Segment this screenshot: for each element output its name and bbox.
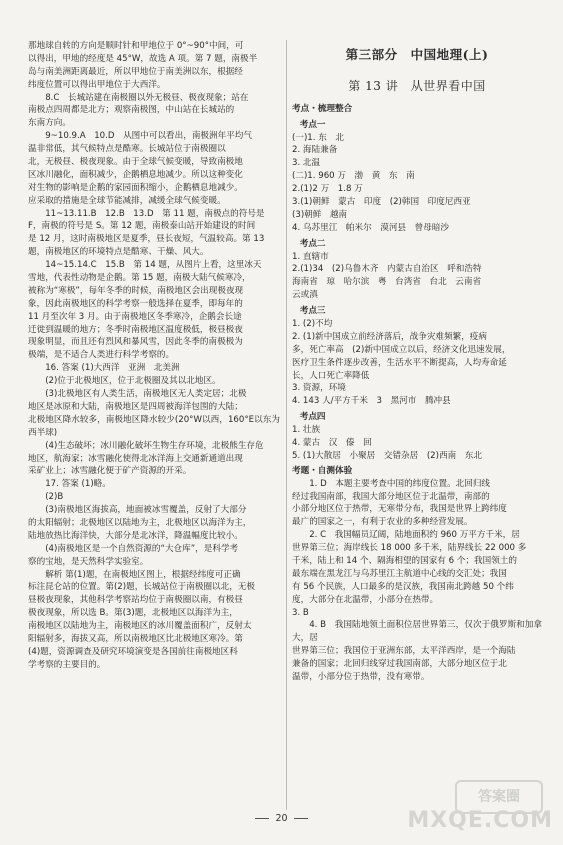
page-number: 20 <box>0 812 563 826</box>
right-text-line: 3. 资源，环境 <box>292 383 346 394</box>
right-text-line: 海南省 琼 哈尔滨 粤 台湾省 台北 云南省 <box>292 277 482 288</box>
right-text-line: 2. 海陆兼备 <box>292 145 338 156</box>
left-text-line: 察的宝地，是天然科学实验室。 <box>28 556 149 567</box>
left-text-line: 解析 第(1)题，在南极地区图上，根据经纬度可正确 <box>45 569 241 580</box>
left-text-line: F，南极的符号是 S。第 12 题，南极泰山站开始建设的时间 <box>28 221 256 232</box>
right-text-line: 考点二 <box>299 238 326 249</box>
watermark-logo: MXQE.COM <box>407 808 553 833</box>
left-text-line: 雪地，代表性动物是企鹅。第 15 题，南极大陆气候寒冷， <box>28 273 251 284</box>
left-text-line: 11~13.11.B 12.B 13.D 第 11 题，南极点的符号是 <box>45 208 265 219</box>
left-text-line: 采矿业上；冰雪融化便于矿产资源的开采。 <box>28 466 192 477</box>
left-text-line: 迁徙到温暖的地方；冬季时南极地区温度极低，极昼极夜 <box>28 324 243 335</box>
right-column-body <box>292 103 542 684</box>
left-column <box>28 40 280 672</box>
left-text-line: (4)生态破坏；冰川融化破坏生物生存环境，北极熊生存危 <box>45 440 264 451</box>
right-text-line: 4. 乌苏里江 帕米尔 漠河县 曾母暗沙 <box>292 222 450 233</box>
left-text-line: 北极地区降水较多，南极地区降水较少(20°W以西，160°E以东为西半球) <box>28 414 280 438</box>
right-text-line: 4. 蒙古 汉 傣 回 <box>292 438 372 449</box>
right-text-line: 2. (1)新中国成立前经济落后，战争灾难频繁，疫病 <box>292 331 487 342</box>
right-text-line: 4. 143 人/平方千米 3 黑河市 腾冲县 <box>292 396 451 407</box>
right-text-line: 3. B <box>292 607 309 618</box>
right-text-line: 1. D 本题主要考查中国的纬度位置。北回归线 <box>309 478 491 489</box>
right-text-line: 世界第三位；海岸线长 18 000 多千米，陆界线长 22 000 多 <box>292 543 527 554</box>
left-text-line: 17. 答案 (1)略。 <box>45 479 111 490</box>
right-column <box>292 40 542 684</box>
right-text-line: 考题・自测体验 <box>292 465 353 476</box>
column-divider <box>286 40 287 810</box>
right-text-line: 5. (1)大散居 小聚居 交错杂居 (2)西南 东北 <box>292 450 482 461</box>
right-text-line: 千米，陆上和 14 个、隔海相望的国家有 6 个；我国领土的 <box>292 556 517 567</box>
right-text-line: 世界第三位；我国位于亚洲东部，太平洋西岸，是一个海陆 <box>292 646 516 657</box>
left-text-line: 岛与南美洲距离最近，所以甲地位于南美洲以东，根据经 <box>28 66 243 77</box>
right-text-line: 2.(1)2 万 1.8 万 <box>292 184 363 195</box>
watermark-stamp: 答案圈 <box>455 780 543 814</box>
left-text-line: 14~15.14.C 15.B 第 14 题，从图片上看，这里冰天 <box>45 260 262 271</box>
right-text-line: 考点三 <box>299 306 326 317</box>
right-text-line: 2. C 我国幅员辽阔，陆地面积约 960 万平方千米，居 <box>309 530 520 541</box>
left-text-line: 北，无极昼、极夜现象。由于全球气候变暖，导致南极地 <box>28 157 243 168</box>
left-text-line: 标注昆仑站的位置。第(2)题，长城站位于南极圈以北，无极 <box>28 582 256 593</box>
left-text-line: 阳辐射多，海拔又高，所以南极地区比北极地区寒冷。第 <box>28 633 243 644</box>
right-text-line: 有 56 个民族，人口最多的是汉族，我国南北跨越 50 个纬 <box>292 581 514 592</box>
right-text-line: 多，死亡率高 (2)新中国成立以后，经济文化迅速发展， <box>292 344 511 355</box>
left-text-line: (3)南极地区海拔高，地面被冰雪覆盖，反射了大部分 <box>45 505 247 516</box>
left-text-line: 的太阳辐射；北极地区以陆地为主，北极地区以海洋为主， <box>28 517 252 528</box>
left-text-line: (2)B <box>45 492 64 503</box>
right-text-line: (3)朝鲜 越南 <box>292 209 348 220</box>
left-text-line: 那地球自转的方向是顺时针和甲地位于 0°~90°中间，可 <box>28 41 244 51</box>
left-text-line: 学考察的主要目的。 <box>28 659 106 670</box>
left-text-line: 南极地区以陆地为主，南极地区的冰川覆盖面积广，反射太 <box>28 621 252 632</box>
left-text-line: 题，南极地区的环境特点是酷寒、干燥、风大。 <box>28 247 209 258</box>
left-text-line: 象，因此南极地区的科学考察一般选择在夏季，即每年的 <box>28 298 243 309</box>
right-text-line: 1. (2)不均 <box>292 319 333 329</box>
left-text-line: (3)北极地区有人类生活，南极地区无人类定居；北极 <box>45 389 247 400</box>
left-text-line: 以得出，甲地的经度是 45°W，故选 A 项。第 7 题，南极半 <box>28 53 258 64</box>
left-text-line: 陆地放热比海洋快，大部分是北冰洋，降温幅度比较小。 <box>28 530 243 541</box>
left-text-line: 8.C 长城站建在南极圈以外无极昼、极夜现象；站在 <box>45 92 249 103</box>
right-text-line: (二)1. 960 万 渤 黄 东 南 <box>292 171 415 182</box>
left-text-line: 现象明显，而且还有烈风和暴风雪，因此冬季的南极极为 <box>28 337 243 348</box>
right-text-line: 最东端在黑龙江与乌苏里江主航道中心线的交汇处；我国 <box>292 568 507 579</box>
left-text-line: 温非常低，其气候特点是酷寒。长城站位于南极圈以 <box>28 144 226 155</box>
right-text-line: 度，大部分在北温带，小部分在热带。 <box>292 594 439 605</box>
right-text-line: 考点一 <box>299 119 326 130</box>
right-text-line: 3. 北温 <box>292 158 321 169</box>
left-text-line: (4)南极地区是一个自然资源的“大仓库”，是科学考 <box>45 543 239 554</box>
left-text-line: 昼极夜现象，其他科学考察站均位于南极圈以南，有极昼 <box>28 595 243 606</box>
right-text-line: 考点四 <box>299 412 326 423</box>
left-text-line: 被称为“寒极”，每年冬季的时候，南极地区会出现极夜现 <box>28 285 244 296</box>
left-text-line: 纬度位置可以得出甲地位于大西洋。 <box>28 79 166 90</box>
right-text-line: 考点・梳理整合 <box>292 103 353 114</box>
left-text-line: 东南方向。 <box>28 118 71 129</box>
left-text-line: (2)位于北极地区，位于北极圈及其以北地区。 <box>45 376 221 387</box>
right-text-line: 经过我国南部，我国大部分地区位于北温带，南部的 <box>292 491 490 502</box>
left-text-line: (4)题，资源调查及研究环境演变是各国前往南极地区科 <box>28 646 238 657</box>
left-text-line: 区冰川融化，面积减少，企鹅栖息地减少。所以这种变化 <box>28 169 243 180</box>
left-text-line: 11 月至次年 3 月。由于南极地区冬季寒冷，企鹅会长途 <box>28 311 242 322</box>
right-text-line: (一)1. 东 北 <box>292 132 345 143</box>
left-text-line: 9~10.9.A 10.D 从图中可以看出，南极洲年平均气 <box>45 131 252 142</box>
left-text-line: 地区是冰原和大陆，南极地区是四周被海洋包围的大陆； <box>28 401 243 412</box>
right-text-line: 3.(1)朝鲜 蒙古 印度 (2)韩国 印度尼西亚 <box>292 196 471 207</box>
right-text-line: 1. 壮族 <box>292 425 321 436</box>
right-text-line: 长，人口死亡率降低 <box>292 370 370 381</box>
right-text-line: 4. B 我国陆地领土面积位居世界第三，仅次于俄罗斯和加拿大，居 <box>292 620 542 644</box>
left-text-line: 应采取的措施是全球节能减排，减缓全球气候变暖。 <box>28 195 226 206</box>
right-text-line: 云或滇 <box>292 290 318 301</box>
right-text-line: 小部分地区位于热带，无寒带分布，我国是世界上跨纬度 <box>292 504 507 515</box>
left-text-line: 16. 答案 (1)大西洋 亚洲 北美洲 <box>45 363 180 374</box>
left-text-line: 极端，是不适合人类进行科学考察的。 <box>28 350 175 361</box>
left-text-line: 南极点四周都是北方；观察南极图，中山站在长城站的 <box>28 105 235 116</box>
right-text-line: 1. 直辖市 <box>292 251 329 262</box>
part-title: 第三部分 中国地理(上) <box>345 47 489 62</box>
right-text-line: 2.(1)34 (2)乌鲁木齐 内蒙古自治区 呼和浩特 <box>292 264 482 275</box>
right-text-line: 兼备的国家；北回归线穿过我国南部，大部分地区位于北 <box>292 659 507 670</box>
lesson-title: 第 13 讲 从世界看中国 <box>348 78 486 93</box>
left-text-line: 地区，航海家；冰雪融化使得北冰洋海上交通新通道出现 <box>28 453 243 464</box>
right-text-line: 医疗卫生条件逐步改善，生活水平不断提高，人均寿命延 <box>292 357 507 368</box>
right-text-line: 温带，小部分位于热带，没有寒带。 <box>292 672 430 683</box>
left-text-line: 极夜现象，所以选 B。第(3)题，北极地区以海洋为主， <box>28 608 238 619</box>
right-text-line: 最广的国家之一，有利于农业的多种经营发展。 <box>292 517 473 528</box>
left-text-line: 是 12 月，这时南极地区是夏季，昼长夜短，气温较高。第 13 <box>28 234 265 245</box>
left-text-line: 对生物的影响是企鹅的家园面积缩小，企鹅栖息地减少。 <box>28 182 243 193</box>
